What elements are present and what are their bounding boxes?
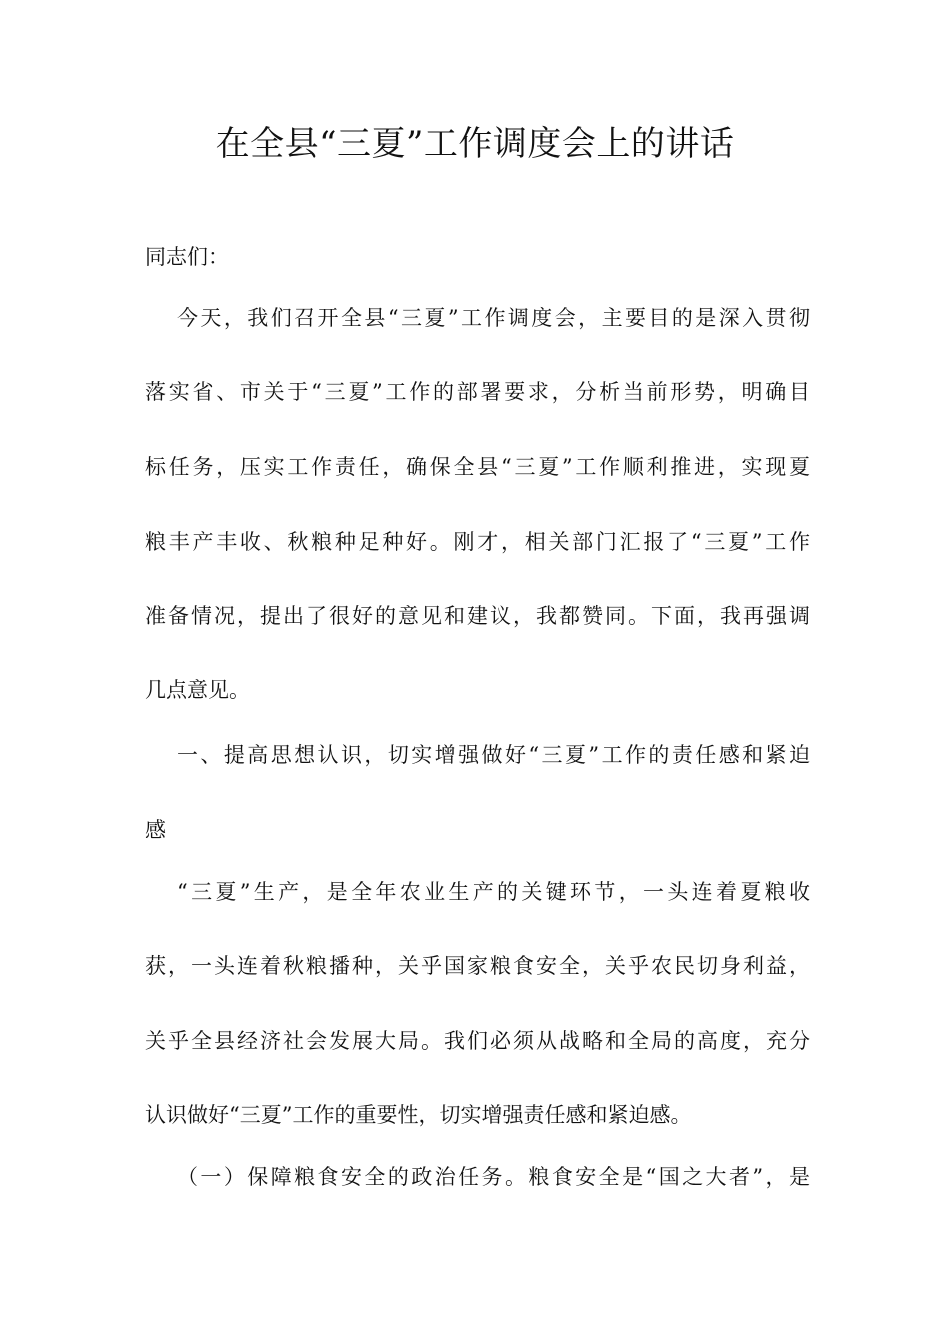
paragraph-line: 今天，我们召开全县“三夏”工作调度会，主要目的是深入贯彻 bbox=[177, 306, 810, 330]
paragraph-line: 几点意见。 bbox=[145, 678, 250, 702]
paragraph-line: 落实省、市关于“三夏”工作的部署要求，分析当前形势，明确目 bbox=[145, 380, 810, 404]
paragraph-line: 标任务，压实工作责任，确保全县“三夏”工作顺利推进，实现夏 bbox=[145, 455, 810, 479]
document-title: 在全县“三夏”工作调度会上的讲话 bbox=[215, 124, 735, 164]
paragraph-line: 获，一头连着秋粮播种，关乎国家粮食安全，关乎农民切身利益， bbox=[145, 954, 810, 978]
paragraph-line: “三夏”生产，是全年农业生产的关键环节，一头连着夏粮收 bbox=[177, 880, 810, 904]
section-heading-line: 一、提高思想认识，切实增强做好“三夏”工作的责任感和紧迫 bbox=[177, 743, 810, 767]
section-heading-line: 感 bbox=[145, 818, 166, 842]
paragraph-line: 粮丰产丰收、秋粮种足种好。刚才，相关部门汇报了“三夏”工作 bbox=[145, 530, 810, 554]
subsection-line: （一）保障粮食安全的政治任务。粮食安全是“国之大者”，是 bbox=[177, 1165, 810, 1189]
paragraph-line: 准备情况，提出了很好的意见和建议，我都赞同。下面，我再强调 bbox=[145, 604, 810, 628]
paragraph-line: 认识做好“三夏”工作的重要性，切实增强责任感和紧迫感。 bbox=[145, 1103, 692, 1127]
salutation: 同志们： bbox=[145, 245, 229, 269]
paragraph-line: 关乎全县经济社会发展大局。我们必须从战略和全局的高度，充分 bbox=[145, 1029, 810, 1053]
